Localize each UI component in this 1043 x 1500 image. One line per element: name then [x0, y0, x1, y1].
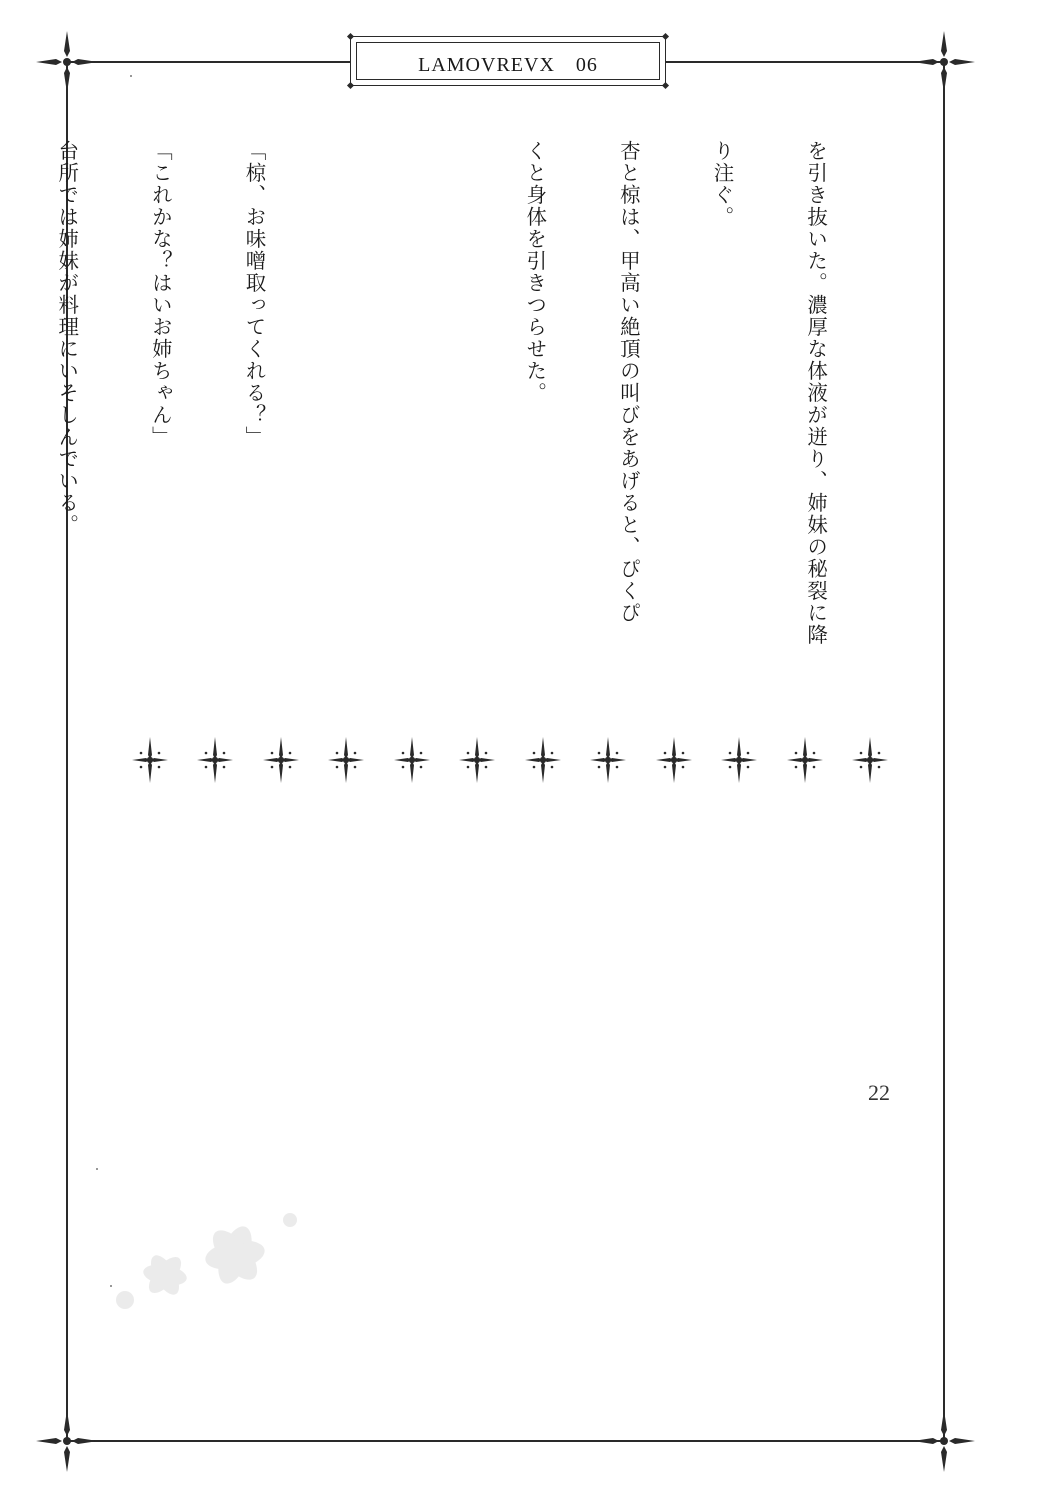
text-line: 「これかな？はいお姉ちゃん」 — [148, 140, 173, 448]
corner-ornament-icon — [36, 1410, 98, 1472]
plate-corner-icon — [662, 33, 669, 40]
corner-ornament-icon — [913, 31, 975, 93]
text-line: 杏と椋は、甲高い絶頂の叫びをあげると、ぴくぴ — [616, 140, 641, 624]
cross-ornament-icon — [719, 735, 759, 785]
corner-ornament-icon — [913, 1410, 975, 1472]
scan-speck — [130, 75, 132, 77]
frame-top-left-line — [68, 61, 350, 63]
text-line: を引き抜いた。濃厚な体液が迸り、姉妹の秘裂に降 — [803, 140, 828, 646]
frame-right-line — [943, 62, 945, 1440]
cross-ornament-icon — [457, 735, 497, 785]
plate-corner-icon — [347, 33, 354, 40]
cross-ornament-icon — [850, 735, 890, 785]
text-line: り注ぐ。 — [709, 140, 734, 228]
blank-line — [425, 140, 456, 740]
cross-ornament-icon — [392, 735, 432, 785]
cross-ornament-icon — [654, 735, 694, 785]
plate-corner-icon — [347, 82, 354, 89]
page-number: 22 — [868, 1080, 890, 1105]
blank-line — [331, 140, 362, 740]
cross-ornament-icon — [261, 735, 301, 785]
plate-corner-icon — [662, 82, 669, 89]
frame-bottom-line — [66, 1440, 944, 1442]
page-title: LAMOVREVX 06 — [418, 54, 598, 76]
frame-top-right-line — [666, 61, 944, 63]
cross-ornament-icon — [130, 735, 170, 785]
cross-ornament-icon — [326, 735, 366, 785]
text-line: くと身体を引きつらせた。 — [522, 140, 547, 404]
body-text — [0, 140, 893, 740]
text-line: 「椋、お味噌取ってくれる？」 — [241, 140, 266, 448]
scan-speck — [96, 1168, 98, 1170]
corner-ornament-icon — [36, 31, 98, 93]
scan-speck — [110, 1285, 112, 1287]
flower-decoration-icon — [95, 1180, 325, 1330]
ornament-divider — [130, 735, 890, 785]
cross-ornament-icon — [195, 735, 235, 785]
cross-ornament-icon — [588, 735, 628, 785]
text-line: 台所では姉妹が料理にいそしんでいる。 — [54, 140, 79, 536]
cross-ornament-icon — [785, 735, 825, 785]
cross-ornament-icon — [523, 735, 563, 785]
header-plate — [350, 36, 666, 86]
